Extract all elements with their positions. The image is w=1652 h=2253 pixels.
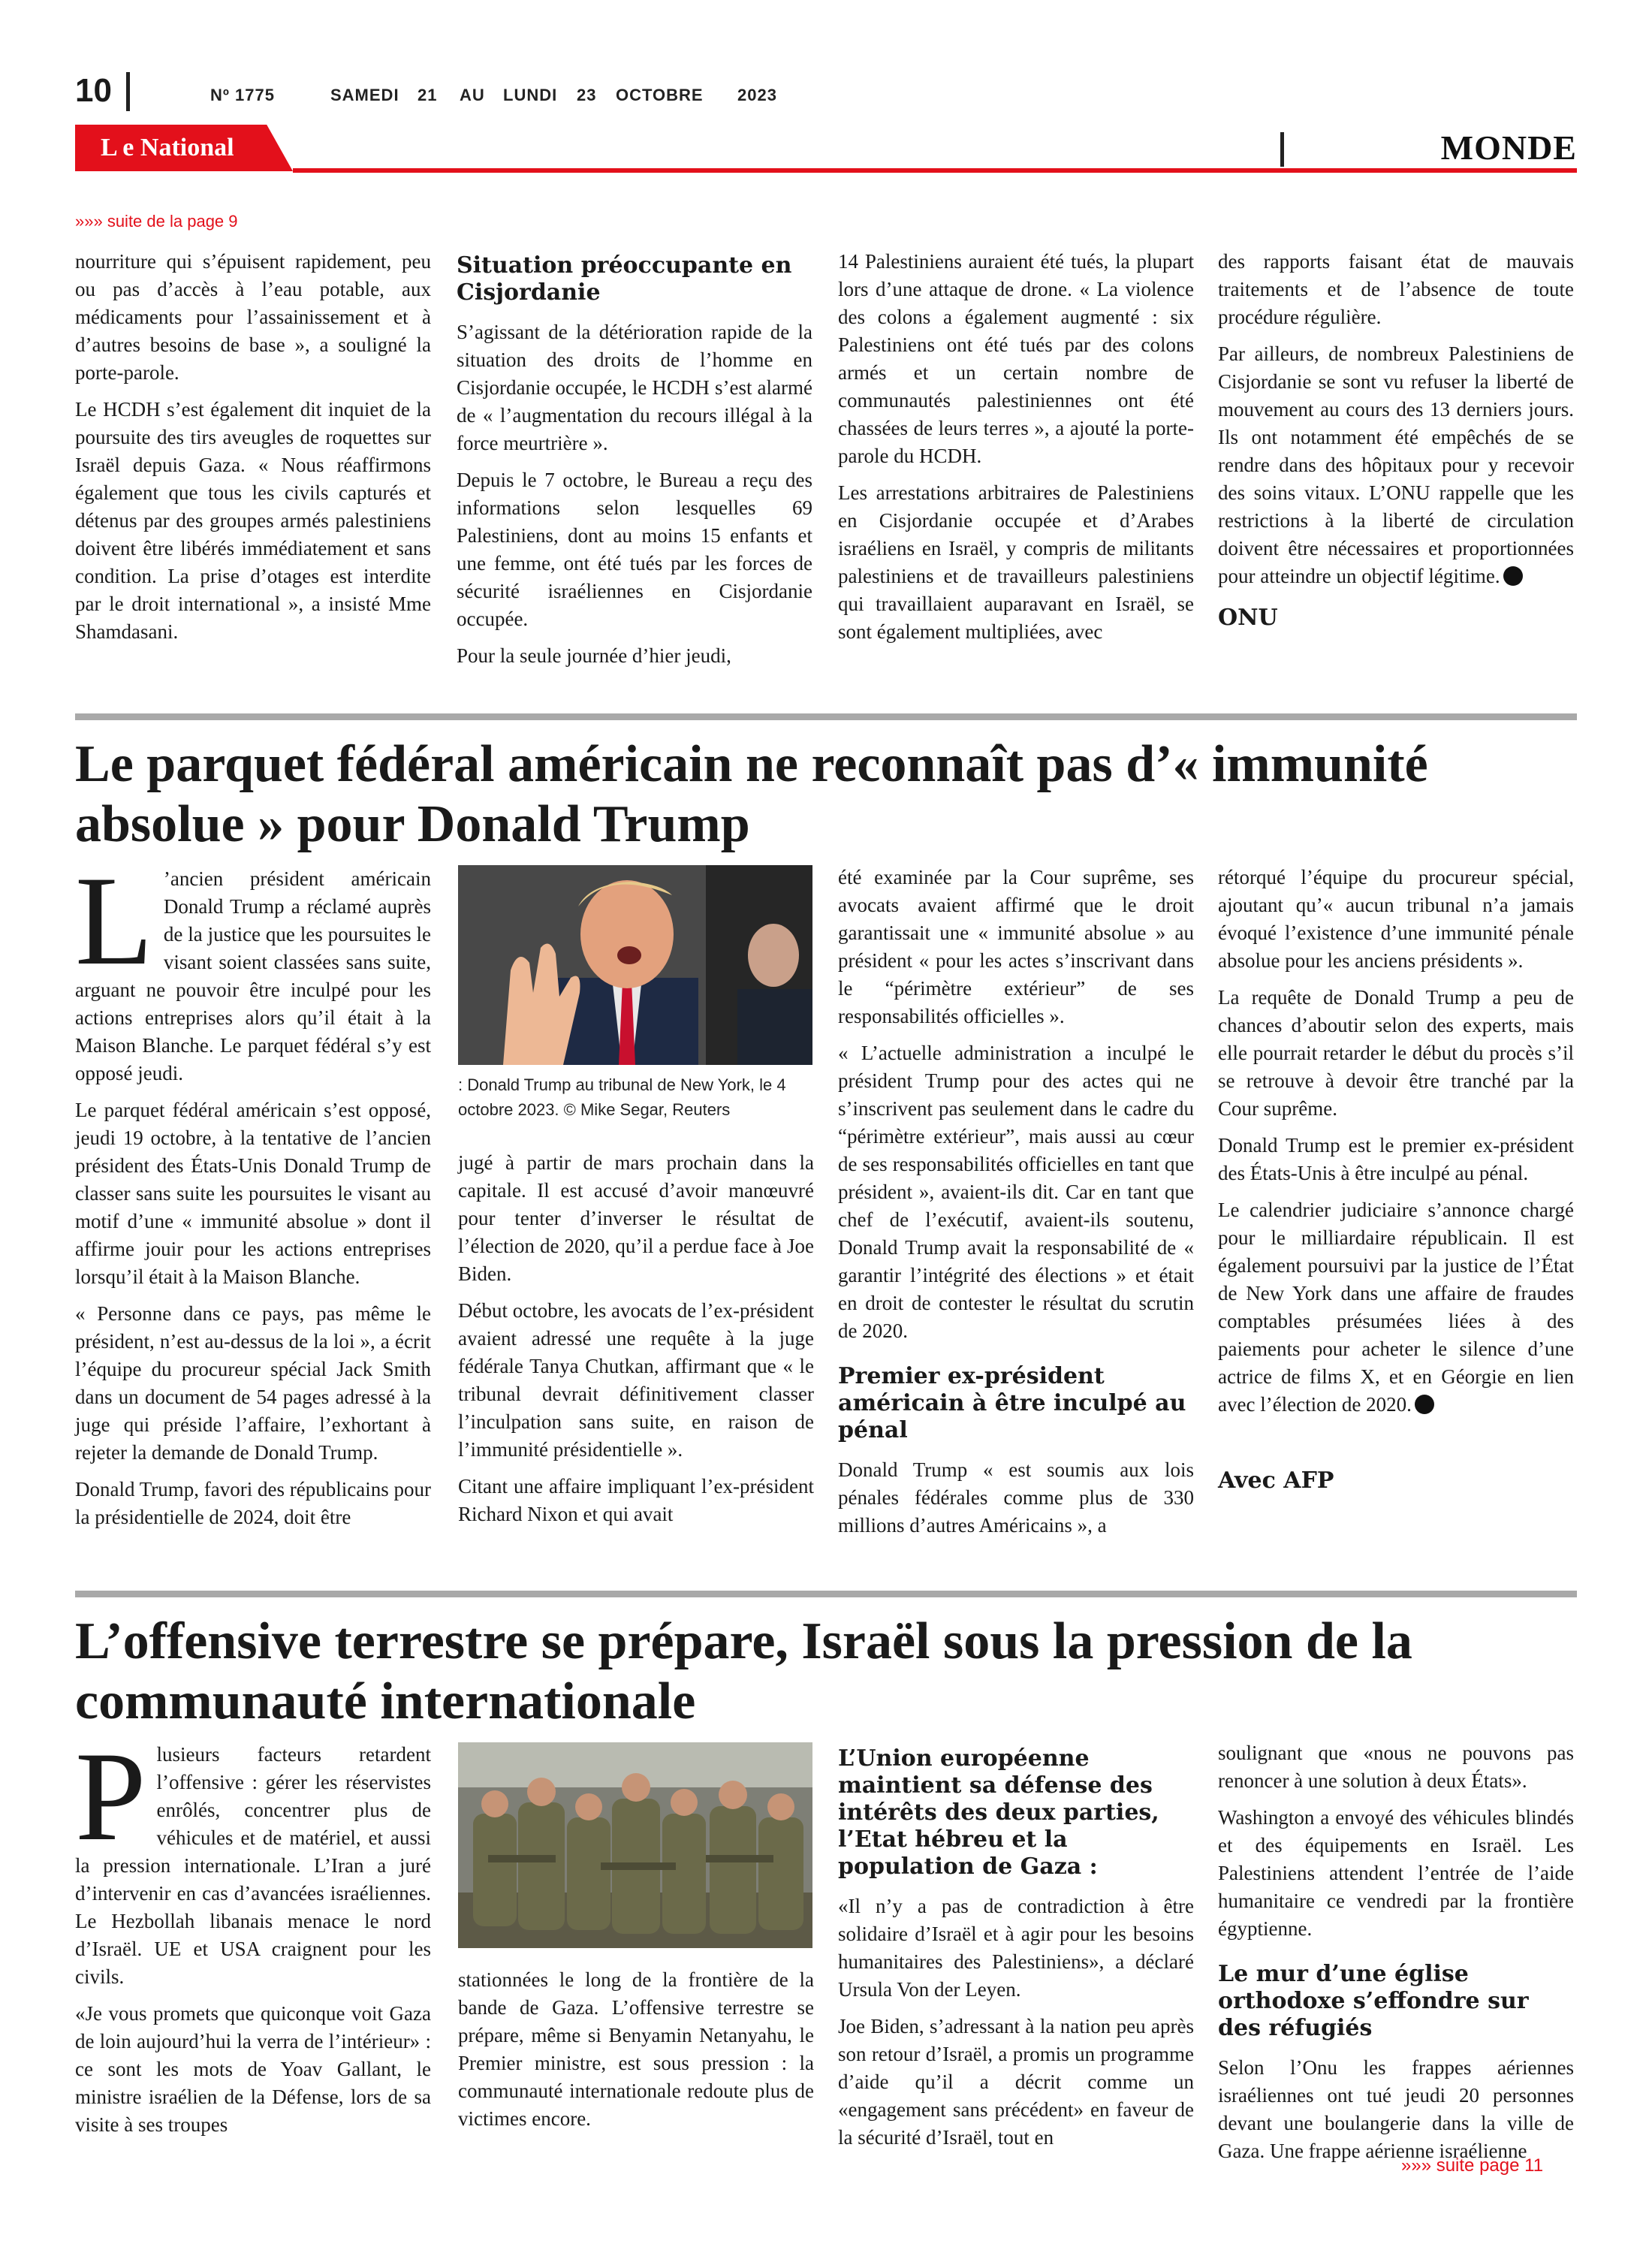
paragraph	[1218, 1196, 1574, 1419]
paragraph: Joe Biden, s’adressant à la nation peu après son retour d’Israël, a promis un programme d’aide qu’il a décrit comme un «engagement sans précédent» en faveur de la sécurité d’Israël, tout en	[838, 2015, 1194, 2149]
trump-photo-illustration	[458, 865, 812, 1065]
top-article-col-3	[838, 248, 1194, 655]
date-year: 2023	[737, 86, 777, 104]
paragraph: Washington a envoyé des véhicules blindés et des équipements en Israël. Les Palestiniens attendent l’entrée de l’aide humanitaire ce vendredi par la frontière égyptienne.	[1218, 1806, 1574, 1940]
paragraph	[1218, 340, 1574, 590]
brand-name: L e National	[101, 134, 234, 161]
paragraph: jugé à partir de mars prochain dans la capitale. Il est accusé d’avoir manœuvré pour tenter d’inverser le résultat de l’élection de 2020, qu’il a perdue face à Joe Biden.	[458, 1151, 814, 1285]
end-of-article-icon	[1415, 1395, 1434, 1414]
paragraph: Donald Trump, favori des républicains pour la présidentielle de 2024, doit être	[75, 1478, 431, 1528]
paragraph: Depuis le 7 octobre, le Bureau a reçu des informations selon lesquelles 69 Palestiniens, dont au moins 15 enfants et une femme, ont été tués par les forces de sécurité israéliennes en Cisjordanie occupée.	[457, 469, 812, 630]
paragraph: Les arrestations arbitraires de Palestiniens en Cisjordanie occupée et d’Arabes israéliens en Israël, y compris de militants palestiniens et de travailleurs palestiniens qui travaillaient auparavant en Israël, se sont également multipliées, avec	[838, 481, 1194, 643]
paragraph: « L’actuelle administration a inculpé le président Trump pour des actes qui ne s’inscrivent pas seulement dans le cadre du “périmètre extérieur”, mais aussi au cœur de ses responsabilités officielles en tant que président », avaient-ils dit. Car en tant que chef de l’exécutif, avaient-ils soutenu, Donald Trump avait la responsabilité de « garantir l’intégrité des élections » et était en droit de contester le résultat du scrutin de 2020.	[838, 1042, 1194, 1342]
date-num-start: 21	[418, 86, 438, 104]
israel-article-col-1	[75, 1726, 431, 2148]
paragraph: Le HCDH s’est également dit inquiet de la poursuite des tirs aveugles de roquettes sur Israël depuis Gaza. « Nous réaffirmons également que tous les civils capturés et détenus par des groupes armés palestiniens doivent être libérés immédiatement et sans condition. La prise d’otages est interdite par le droit international », a insisté Mme Shamdasani.	[75, 398, 431, 643]
trump-article-col-2	[458, 1149, 814, 1537]
paragraph: «Je vous promets que quiconque voit Gaza de loin aujourd’hui la verra de l’intérieur» : ce sont les mots de Yoav Gallant, le ministre israélien de la Défense, lors de sa visite à ses troupes	[75, 2002, 431, 2136]
top-article-col-2	[457, 252, 812, 679]
section-divider	[1280, 132, 1284, 167]
top-article-col-1	[75, 248, 431, 655]
article-signoff: Avec AFP	[1218, 1467, 1334, 1494]
paragraph: Le parquet fédéral américain s’est opposé, jeudi 19 octobre, à la tentative de l’ancien président des États-Unis Donald Trump de classer sans suite les poursuites le visant au motif d’une « immunité absolue » dont il affirme jouir pour les actions entreprises lorsqu’il était à la Maison Blanche.	[75, 1099, 431, 1288]
date-day-start: SAMEDI	[330, 86, 399, 104]
header-red-rule	[293, 168, 1577, 173]
section-title: MONDE	[1440, 128, 1577, 167]
page-number-divider	[126, 72, 130, 111]
paragraph: «Il n’y a pas de contradiction à être solidaire d’Israël et à agir pour les besoins humanitaires des Palestiniens», a déclaré Ursula Von der Leyen.	[838, 1895, 1194, 2001]
israel-article-col-4	[1218, 1739, 1574, 2174]
article-headline: L’offensive terrestre se prépare, Israël sous la pression de la communauté internationale	[75, 1612, 1412, 1730]
paragraph: soulignant que «nous ne pouvons pas renoncer à une solution à deux États».	[1218, 1742, 1574, 1792]
paragraph: Pour la seule journée d’hier jeudi,	[457, 644, 731, 667]
continued-from-label: »»» suite de la page 9	[75, 212, 238, 231]
paragraph: rétorqué l’équipe du procureur spécial, ajoutant qu’« aucun tribunal n’a jamais évoqué l’existence d’une immunité pénale absolue pour les anciens présidents ».	[1218, 866, 1574, 972]
paragraph: des rapports faisant état de mauvais traitements et de l’absence de toute procédure régulière.	[1218, 250, 1574, 328]
end-of-article-icon	[1503, 566, 1523, 586]
issue-number: Nº 1775	[210, 86, 275, 104]
trump-photo	[458, 865, 812, 1065]
drop-cap: P	[75, 1726, 146, 1867]
paragraph: stationnées le long de la frontière de la bande de Gaza. L’offensive terrestre se prépare, même si Benyamin Netanyahu, le Premier ministre, est sous pression : la communauté internationale redoute plus de victimes encore.	[458, 1968, 814, 2130]
paragraph: Donald Trump est le premier ex-président des États-Unis à être inculpé au pénal.	[1218, 1134, 1574, 1184]
paragraph: S’agissant de la détérioration rapide de la situation des droits de l’homme en Cisjordanie occupée, le HCDH s’est alarmé de « l’augmentation du recours illégal à la force meurtrière ».	[457, 321, 812, 454]
article-signoff: ONU	[1218, 605, 1278, 631]
paragraph: La requête de Donald Trump a peu de chances d’aboutir selon des experts, mais elle pourrait retarder le début du procès s’il se retrouve à devoir être tranché par la Cour suprême.	[1218, 986, 1574, 1120]
page-number: 10	[75, 72, 112, 109]
trump-article-col-1	[75, 850, 431, 1540]
subheading: Premier ex-président américain à être inculpé au pénal	[838, 1363, 1186, 1443]
date-day-end: LUNDI	[503, 86, 558, 104]
date-month: OCTOBRE	[616, 86, 704, 104]
subheading: L’Union européenne maintient sa défense des intérêts des deux parties, l’Etat hébreu et la population de Gaza :	[838, 1745, 1159, 1880]
paragraph: Citant une affaire impliquant l’ex-président Richard Nixon et qui avait	[458, 1475, 814, 1525]
section-rule	[75, 713, 1577, 720]
paragraph: Donald Trump « est soumis aux lois pénales fédérales comme plus de 330 millions d’autres Américains », a	[838, 1458, 1194, 1537]
paragraph: été examinée par la Cour suprême, ses avocats avaient affirmé que le droit garantissait une « immunité absolue » au président « pour les actes s’inscrivant dans le “périmètre extérieur” de ses responsabilités officielles ».	[838, 866, 1194, 1027]
paragraph: nourriture qui s’épuisent rapidement, peu ou pas d’accès à l’eau potable, aux médicaments pour l’assainissement et à d’autres besoins de base », a souligné la porte-parole.	[75, 250, 431, 384]
trump-article-col-4	[1218, 864, 1574, 1494]
paragraph: 14 Palestiniens auraient été tués, la plupart lors d’une attaque de drone. « La violence des colons a également augmenté : six Palestiniens ont été tués par des colons armés et un certain nombre de communautés palestiniennes ont été chassées de leurs terres », a ajouté la porte-parole du HCDH.	[838, 250, 1194, 467]
israel-article-col-3	[838, 1745, 1194, 2161]
soldiers-photo-illustration	[458, 1742, 812, 1948]
paragraph: lusieurs facteurs retardent l’offensive : gérer les réservistes enrôlés, concentrer plus de véhicules et de matériel, et aussi la pression internationale. L’Iran a juré d’intervenir en cas d’avancées israéliennes. Le Hezbollah libanais menace le nord d’Israël. UE et USA craignent pour les civils.	[75, 1743, 431, 1988]
drop-cap: L	[75, 850, 153, 991]
subheading: Situation préoccupante en Cisjordanie	[457, 252, 792, 306]
photo-caption: : Donald Trump au tribunal de New York, le 4 octobre 2023. © Mike Segar, Reuters	[458, 1075, 786, 1119]
paragraph: « Personne dans ce pays, pas même le président, n’est au-dessus de la loi », a écrit l’équipe du procureur spécial Jack Smith dans un document de 54 pages adressé à la juge qui préside l’affaire, l’exhortant à rejeter la demande de Donald Trump.	[75, 1302, 431, 1464]
article-headline: Le parquet fédéral américain ne reconnaît pas d’« immunité absolue » pour Donald Trump	[75, 735, 1428, 853]
date-num-end: 23	[577, 86, 597, 104]
paragraph: Selon l’Onu les frappes aériennes israéliennes ont tué jeudi 20 personnes devant une boulangerie dans la ville de Gaza. Une frappe aérienne israélienne	[1218, 2056, 1574, 2162]
paragraph-text: Par ailleurs, de nombreux Palestiniens de Cisjordanie se sont vu refuser la liberté de mouvement au cours des 13 derniers jours. Ils ont notamment été empêchés de se rendre dans des hôpitaux pour y recevoir des soins vitaux. L’ONU rappelle que les restrictions à la liberté de circulation doivent être nécessaires et proportionnées pour atteindre un objectif légitime.	[1218, 342, 1574, 587]
trump-article-col-3	[838, 864, 1194, 1549]
paragraph: Début octobre, les avocats de l’ex-président avaient adressé une requête à la juge fédérale Tanya Chutkan, affirmant que « le tribunal devrait définitivement classer l’inculpation sans suite, en raison de l’immunité présidentielle ».	[458, 1299, 814, 1461]
date-au: AU	[460, 86, 485, 104]
paragraph: ’ancien président américain Donald Trump a réclamé auprès de la justice que les poursuites le visant soient classées sans suite, arguant ne pouvoir être inculpé pour les actions entreprises alors qu’il était à la Maison Blanche. Le parquet fédéral s’y est opposé jeudi.	[75, 867, 431, 1084]
top-article-col-4	[1218, 248, 1574, 632]
continued-to-label: »»» suite page 11	[1401, 2155, 1544, 2176]
subheading: Le mur d’une église orthodoxe s’effondre sur des réfugiés	[1218, 1961, 1529, 2041]
israel-article-col-2	[458, 1966, 814, 2142]
section-rule	[75, 1591, 1577, 1597]
soldiers-photo	[458, 1742, 812, 1948]
paragraph-text: Le calendrier judiciaire s’annonce chargé pour le milliardaire républicain. Il est également poursuivi par la justice de l’État de New York dans une affaire de fraudes comptables présumées liées à des paiements pour acheter le silence d’une actrice de films X, et en Géorgie en lien avec l’élection de 2020.	[1218, 1199, 1574, 1416]
